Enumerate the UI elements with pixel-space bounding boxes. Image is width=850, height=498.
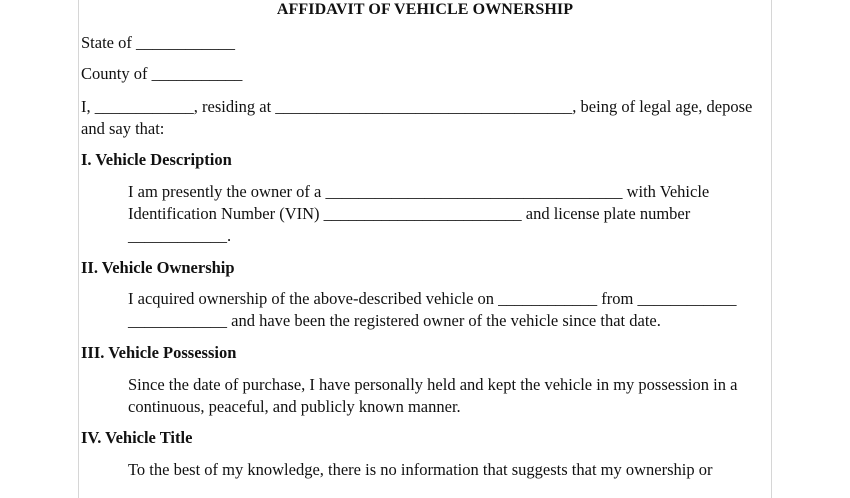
section-heading-vehicle-ownership: II. Vehicle Ownership <box>81 258 235 277</box>
county-field[interactable]: County of ___________ <box>81 64 243 83</box>
state-field[interactable]: State of ____________ <box>81 33 235 52</box>
vehicle-possession-line-1: Since the date of purchase, I have personally held and kept the vehicle in my possession in a <box>128 375 738 394</box>
section-heading-vehicle-possession: III. Vehicle Possession <box>81 343 237 362</box>
section-heading-vehicle-description: I. Vehicle Description <box>81 150 232 169</box>
vehicle-ownership-line-1[interactable]: I acquired ownership of the above-described vehicle on ____________ from ____________ <box>128 289 737 308</box>
vehicle-possession-line-2: continuous, peaceful, and publicly known manner. <box>128 397 461 416</box>
intro-line-2: and say that: <box>81 119 165 138</box>
document-title: AFFIDAVIT OF VEHICLE OWNERSHIP <box>276 1 574 18</box>
vehicle-description-line-1[interactable]: I am presently the owner of a ____________________________________ with Vehicle <box>128 182 710 201</box>
intro-line-1[interactable]: I, ____________, residing at ____________________________________, being of legal age, depose <box>81 97 753 116</box>
vehicle-description-line-3[interactable]: ____________. <box>128 226 232 245</box>
vehicle-ownership-line-2[interactable]: ____________ and have been the registered owner of the vehicle since that date. <box>128 311 661 330</box>
section-heading-vehicle-title: IV. Vehicle Title <box>81 428 193 447</box>
vehicle-title-line-1: To the best of my knowledge, there is no information that suggests that my ownership or <box>128 460 713 479</box>
vehicle-description-line-2[interactable]: Identification Number (VIN) ________________________ and license plate number <box>128 204 691 223</box>
